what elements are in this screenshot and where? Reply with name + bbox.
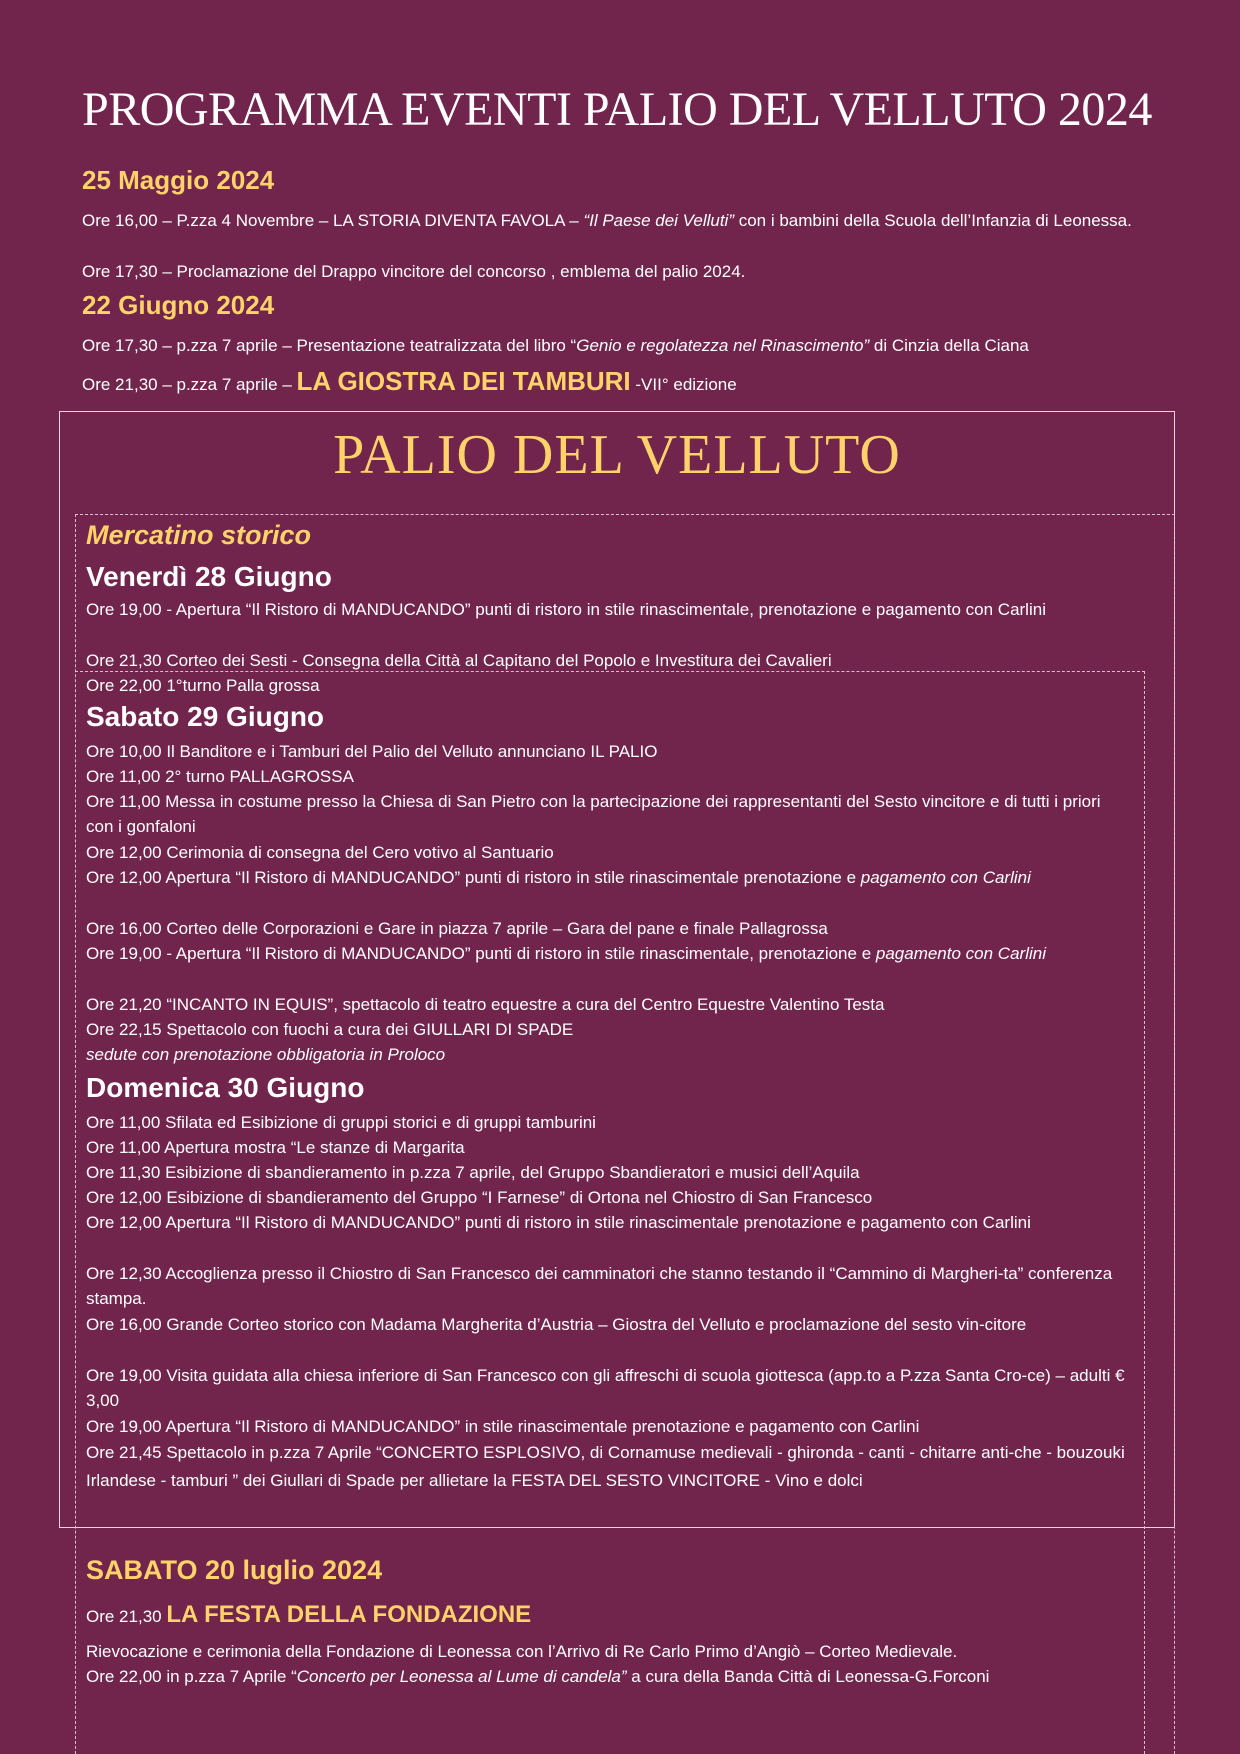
palio-title: PALIO DEL VELLUTO: [333, 424, 901, 486]
event-text: -VII° edizione: [630, 375, 737, 394]
event-line: Ore 10,00 Il Banditore e i Tamburi del Palio del Velluto annunciano IL PALIO: [86, 742, 658, 761]
event-text: di Cinzia della Ciana: [869, 336, 1029, 355]
mercatino-heading: Mercatino storico: [86, 520, 312, 550]
event-text: a cura della Banda Città di Leonessa-G.Forconi: [626, 1667, 990, 1686]
event-line: Ore 11,00 Sfilata ed Esibizione di gruppi storici e di gruppi tamburini: [86, 1113, 596, 1132]
event-line: Ore 19,00 - Apertura “Il Ristoro di MANDUCANDO” punti di ristoro in stile rinascimentale, prenotazione e pagamento con Carlini: [86, 600, 1046, 619]
day-heading-friday: Venerdì 28 Giugno: [86, 561, 332, 592]
event-line: Ore 11,00 Apertura mostra “Le stanze di Margarita: [86, 1138, 465, 1157]
event-text: Ore 17,30 – p.zza 7 aprile – Presentazione teatralizzata del libro “: [82, 336, 577, 355]
event-line: Ore 21,45 Spettacolo in p.zza 7 Aprile “CONCERTO ESPLOSIVO, di Cornamuse medievali - ghironda - canti - chitarre anti-che - bouzouki Irlandese - tamburi ” dei Giullari di Spade per allietare la FESTA DEL SESTO VINCITORE - Vino e dolci: [86, 1443, 1125, 1490]
reservation-note: sedute con prenotazione obbligatoria in Proloco: [86, 1045, 446, 1064]
event-line: [86, 865, 1131, 890]
event-line: [82, 364, 1162, 402]
event-line: [82, 333, 1162, 358]
book-title-italic: Genio e regolatezza nel Rinascimento”: [576, 336, 870, 355]
event-text: Ore 21,30: [86, 1607, 167, 1626]
event-line: Ore 21,30 Corteo dei Sesti - Consegna della Città al Capitano del Popolo e Investitura dei Cavalieri: [86, 651, 832, 670]
event-highlight: LA FESTA DELLA FONDAZIONE: [166, 1601, 532, 1628]
event-line: Ore 17,30 – Proclamazione del Drappo vincitore del concorso , emblema del palio 2024.: [82, 262, 746, 281]
event-title-italic: “Il Paese dei Velluti”: [583, 211, 734, 230]
event-line: Ore 12,30 Accoglienza presso il Chiostro di San Francesco dei camminatori che stanno testando il “Cammino di Margheri-ta” conferenza stampa.: [86, 1264, 1113, 1308]
event-text-italic: pagamento con Carlini: [875, 944, 1046, 963]
event-line: [82, 208, 1162, 233]
date-heading-july-20: SABATO 20 luglio 2024: [86, 1555, 383, 1585]
event-line: Ore 11,00 Messa in costume presso la Chiesa di San Pietro con la partecipazione dei rappresentanti del Sesto vincitore e di tutti i priori con i gonfaloni: [86, 792, 1101, 836]
event-line: [86, 941, 1131, 966]
date-heading-may-25: 25 Maggio 2024: [82, 165, 275, 195]
concert-title-italic: Concerto per Leonessa al Lume di candela”: [296, 1667, 627, 1686]
event-text: Ore 19,00 - Apertura “Il Ristoro di MANDUCANDO” punti di ristoro in stile rinascimentale, prenotazione e: [86, 944, 876, 963]
event-line: [86, 1664, 1131, 1689]
event-text: Ore 16,00 – P.zza 4 Novembre – LA STORIA DIVENTA FAVOLA –: [82, 211, 584, 230]
event-line: Ore 16,00 Grande Corteo storico con Madama Margherita d’Austria – Giostra del Velluto e proclamazione del sesto vin-citore: [86, 1315, 1027, 1334]
page-title: PROGRAMMA EVENTI PALIO DEL VELLUTO 2024: [82, 83, 1152, 136]
event-highlight: LA GIOSTRA DEI TAMBURI: [296, 366, 631, 396]
event-text: con i bambini della Scuola dell’Infanzia di Leonessa.: [734, 211, 1132, 230]
day-heading-sunday: Domenica 30 Giugno: [86, 1072, 365, 1103]
event-line: Ore 12,00 Esibizione di sbandieramento del Gruppo “I Farnese” di Ortona nel Chiostro di San Francesco: [86, 1188, 873, 1207]
event-line: [86, 1599, 1131, 1633]
event-line: Rievocazione e cerimonia della Fondazione di Leonessa con l’Arrivo di Re Carlo Primo d’Angiò – Corteo Medievale.: [86, 1642, 958, 1661]
event-line: Ore 12,00 Apertura “Il Ristoro di MANDUCANDO” punti di ristoro in stile rinascimentale prenotazione e pagamento con Carlini: [86, 1213, 1031, 1232]
event-text: Ore 12,00 Apertura “Il Ristoro di MANDUCANDO” punti di ristoro in stile rinascimentale prenotazione e: [86, 868, 861, 887]
event-line: Ore 19,00 Apertura “Il Ristoro di MANDUCANDO” in stile rinascimentale prenotazione e pagamento con Carlini: [86, 1417, 920, 1436]
event-line: Ore 22,00 1°turno Palla grossa: [86, 676, 320, 695]
event-text: Ore 21,30 – p.zza 7 aprile –: [82, 375, 297, 394]
event-line: Ore 11,00 2° turno PALLAGROSSA: [86, 767, 354, 786]
event-line: Ore 16,00 Corteo delle Corporazioni e Gare in piazza 7 aprile – Gara del pane e finale Pallagrossa: [86, 919, 828, 938]
event-line: Ore 12,00 Cerimonia di consegna del Cero votivo al Santuario: [86, 843, 554, 862]
event-line: Ore 21,20 “INCANTO IN EQUIS”, spettacolo di teatro equestre a cura del Centro Equestre Valentino Testa: [86, 995, 885, 1014]
event-text: Ore 22,00 in p.zza 7 Aprile “: [86, 1667, 297, 1686]
event-line: Ore 11,30 Esibizione di sbandieramento in p.zza 7 aprile, del Gruppo Sbandieratori e musici dell’Aquila: [86, 1163, 860, 1182]
event-text-italic: pagamento con Carlini: [860, 868, 1031, 887]
event-line: Ore 22,15 Spettacolo con fuochi a cura dei GIULLARI DI SPADE: [86, 1020, 574, 1039]
day-heading-saturday: Sabato 29 Giugno: [86, 701, 325, 732]
date-heading-june-22: 22 Giugno 2024: [82, 290, 275, 320]
event-line: Ore 19,00 Visita guidata alla chiesa inferiore di San Francesco con gli affreschi di scuola giottesca (app.to a P.zza Santa Cro-ce) – adulti € 3,00: [86, 1366, 1125, 1410]
